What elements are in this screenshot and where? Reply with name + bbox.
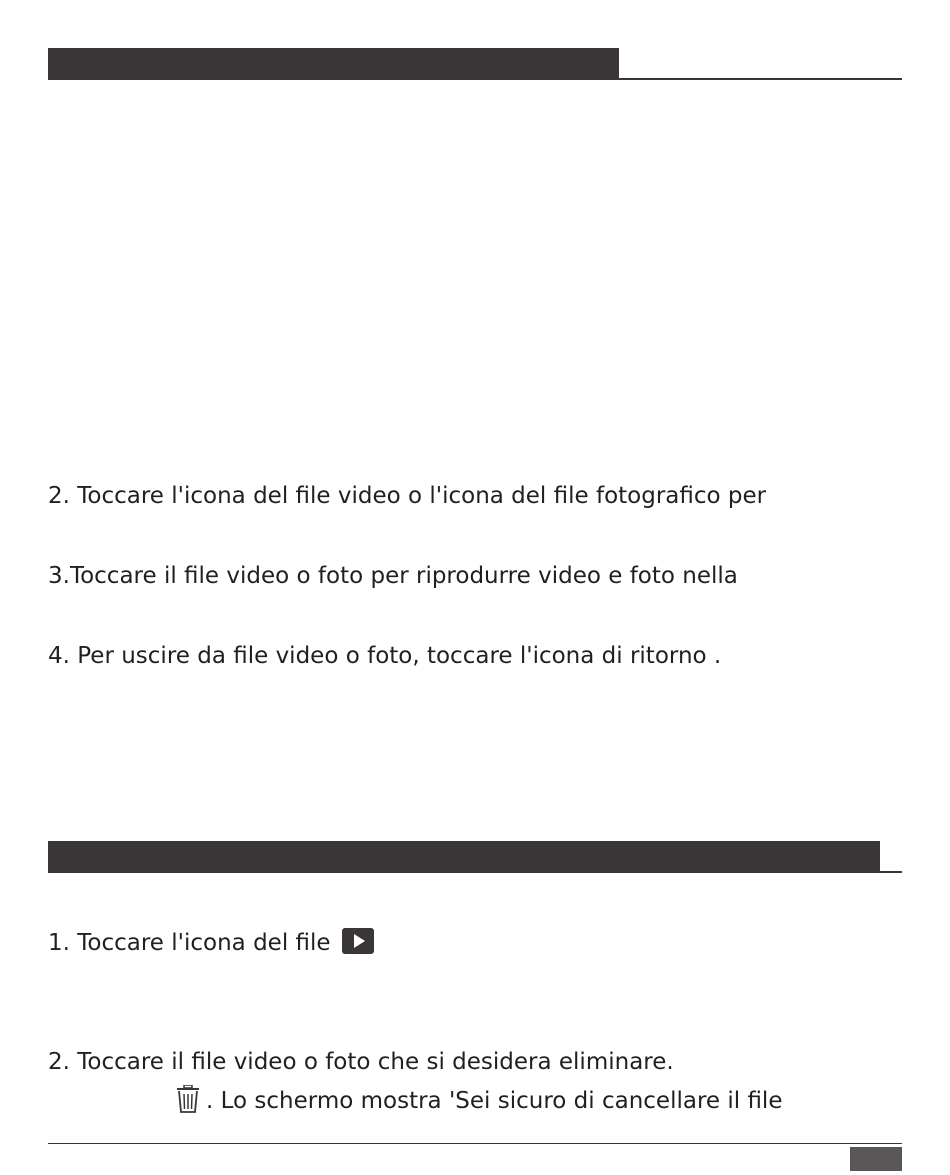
footer-rule [48,1143,902,1144]
delete-step-2: 2. Toccare il file video o foto che si desidera eliminare. [48,1049,674,1075]
section-header-bar-1 [48,48,619,80]
section-header-rule-1 [619,78,902,80]
page-number-tab [850,1147,902,1171]
section-header-rule-2 [880,871,902,873]
delete-step-2-continued [176,1086,782,1116]
play-icon [342,928,374,954]
step-3-text: 3.Toccare il file video o foto per riprodurre video e foto nella [48,563,738,589]
delete-step-2-continued-label: . Lo schermo mostra 'Sei sicuro di cancellare il file [206,1088,783,1114]
trash-icon [176,1085,200,1113]
delete-step-1 [48,928,374,958]
delete-step-1-label: 1. Toccare l'icona del file [48,930,331,956]
section-header-bar-2 [48,841,880,873]
step-2-text: 2. Toccare l'icona del file video o l'icona del file fotografico per [48,483,767,509]
step-4-text: 4. Per uscire da file video o foto, toccare l'icona di ritorno . [48,643,722,669]
